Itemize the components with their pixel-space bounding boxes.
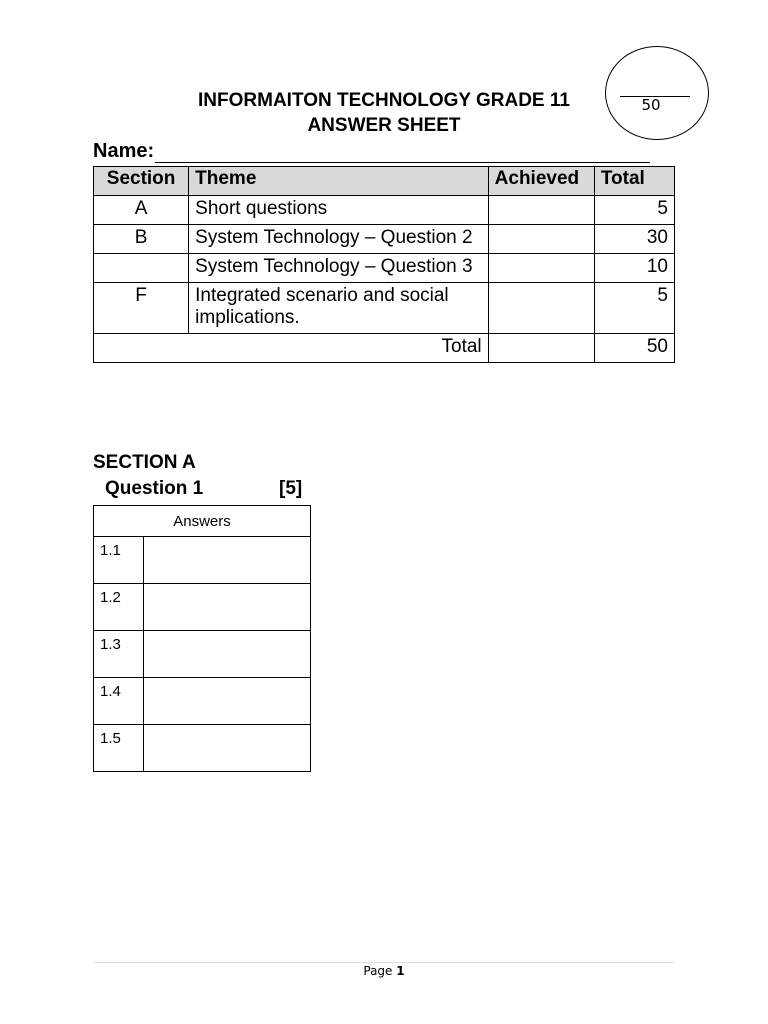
cell-section: A xyxy=(94,196,189,225)
header-section: Section xyxy=(94,167,189,196)
section-a-heading: SECTION A xyxy=(93,452,196,473)
name-field[interactable] xyxy=(155,144,650,163)
answer-field[interactable] xyxy=(144,584,311,631)
question-1-label: Question 1 xyxy=(105,478,204,499)
table-row xyxy=(94,254,675,283)
answer-number: 1.4 xyxy=(94,678,144,725)
answer-number: 1.5 xyxy=(94,725,144,772)
page-label: Page xyxy=(363,964,397,978)
cell-total: 30 xyxy=(594,225,674,254)
header-theme: Theme xyxy=(189,167,489,196)
cell-theme: System Technology – Question 2 xyxy=(189,225,489,254)
cell-achieved[interactable] xyxy=(488,196,594,225)
answer-row xyxy=(94,678,311,725)
answer-number: 1.2 xyxy=(94,584,144,631)
header-total: Total xyxy=(594,167,674,196)
page-footer xyxy=(93,964,675,978)
summary-table xyxy=(93,166,675,363)
answer-row xyxy=(94,584,311,631)
cell-achieved[interactable] xyxy=(488,225,594,254)
cell-section: F xyxy=(94,283,189,334)
score-total: 50 xyxy=(641,96,661,114)
page-subtitle: ANSWER SHEET xyxy=(307,115,461,136)
answer-number: 1.3 xyxy=(94,631,144,678)
summary-header-row xyxy=(94,167,675,196)
answer-row xyxy=(94,537,311,584)
header-achieved: Achieved xyxy=(488,167,594,196)
cell-total: 5 xyxy=(594,196,674,225)
cell-section: B xyxy=(94,225,189,254)
cell-theme: Short questions xyxy=(189,196,489,225)
question-1-marks: [5] xyxy=(279,478,303,499)
answer-row xyxy=(94,631,311,678)
cell-achieved[interactable] xyxy=(488,254,594,283)
table-row xyxy=(94,283,675,334)
answer-field[interactable] xyxy=(144,678,311,725)
cell-theme: System Technology – Question 3 xyxy=(189,254,489,283)
cell-theme: Integrated scenario and social implications. xyxy=(189,283,489,334)
name-label: Name: xyxy=(93,140,155,162)
page-title: INFORMAITON TECHNOLOGY GRADE 11 xyxy=(198,90,570,111)
answer-field[interactable] xyxy=(144,537,311,584)
cell-section xyxy=(94,254,189,283)
answers-table xyxy=(93,505,311,772)
cell-achieved[interactable] xyxy=(488,283,594,334)
cell-total: 10 xyxy=(594,254,674,283)
table-row xyxy=(94,225,675,254)
cell-total: 5 xyxy=(594,283,674,334)
answer-number: 1.1 xyxy=(94,537,144,584)
answers-header: Answers xyxy=(94,506,311,537)
table-row xyxy=(94,196,675,225)
total-label: Total xyxy=(94,334,489,363)
footer-rule xyxy=(93,962,675,963)
answer-field[interactable] xyxy=(144,725,311,772)
answer-row xyxy=(94,725,311,772)
name-row xyxy=(93,140,650,163)
total-achieved[interactable] xyxy=(488,334,594,363)
total-value: 50 xyxy=(594,334,674,363)
answer-field[interactable] xyxy=(144,631,311,678)
table-total-row xyxy=(94,334,675,363)
page-number: 1 xyxy=(396,964,405,978)
